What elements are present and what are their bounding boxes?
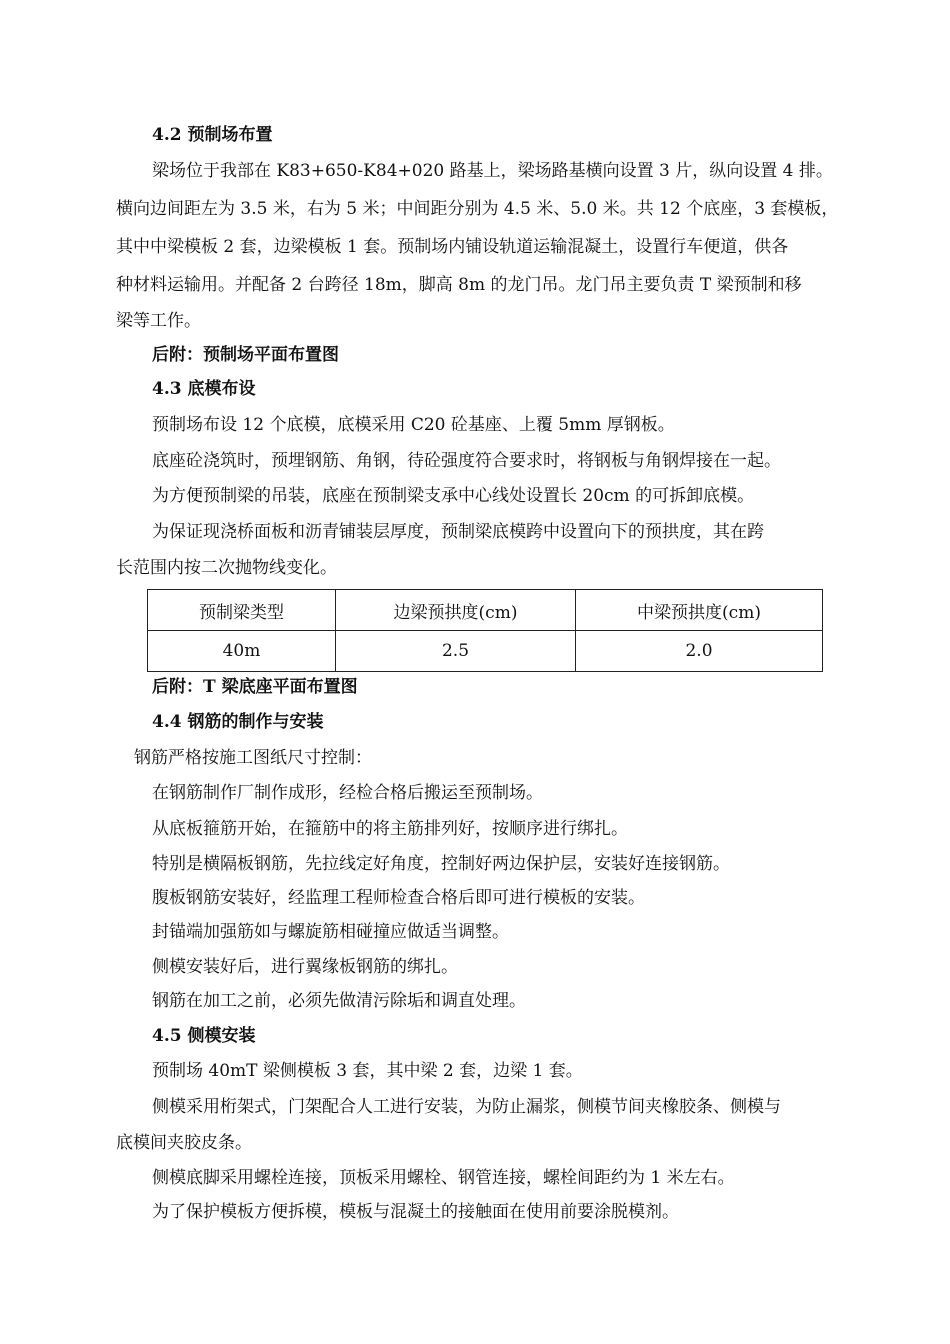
paragraph-line: 为了保护模板方便拆模，模板与混凝土的接触面在使用前要涂脱模剂。 bbox=[152, 1202, 679, 1222]
table-row bbox=[148, 631, 823, 672]
paragraph-line: 预制场布设 12 个底模，底模采用 C20 砼基座、上覆 5mm 厚钢板。 bbox=[152, 415, 675, 435]
section-heading-4-5: 4.5 侧模安装 bbox=[152, 1026, 256, 1046]
paragraph-line: 钢筋严格按施工图纸尺寸控制： bbox=[134, 748, 372, 768]
paragraph-line: 预制场 40mT 梁侧模板 3 套，其中梁 2 套，边梁 1 套。 bbox=[152, 1061, 583, 1081]
table-header-cell: 预制梁类型 bbox=[148, 590, 336, 631]
table-header-cell: 中梁预拱度(cm) bbox=[576, 590, 823, 631]
paragraph-line: 侧模安装好后，进行翼缘板钢筋的绑扎。 bbox=[152, 957, 458, 977]
paragraph-line: 特别是横隔板钢筋，先拉线定好角度，控制好两边保护层，安装好连接钢筋。 bbox=[152, 854, 730, 874]
paragraph-line: 底模间夹胶皮条。 bbox=[116, 1133, 252, 1153]
paragraph-line: 侧模底脚采用螺栓连接，顶板采用螺栓、钢管连接，螺栓间距约为 1 米左右。 bbox=[152, 1168, 735, 1188]
table-cell: 2.0 bbox=[576, 631, 823, 672]
paragraph-line: 为方便预制梁的吊装，底座在预制梁支承中心线处设置长 20cm 的可拆卸底模。 bbox=[152, 486, 755, 506]
paragraph-line: 腹板钢筋安装好，经监理工程师检查合格后即可进行模板的安装。 bbox=[152, 888, 645, 908]
paragraph-line: 长范围内按二次抛物线变化。 bbox=[116, 558, 337, 578]
paragraph-line: 梁场位于我部在 K83+650-K84+020 路基上，梁场路基横向设置 3 片，纵向设置 4 排。 bbox=[152, 161, 833, 181]
paragraph-line: 其中中梁模板 2 套，边梁模板 1 套。预制场内铺设轨道运输混凝土，设置行车便道，供各 bbox=[116, 237, 789, 257]
section-heading-4-4: 4.4 钢筋的制作与安装 bbox=[152, 712, 324, 732]
table-header-row bbox=[148, 590, 823, 631]
table-header-cell: 边梁预拱度(cm) bbox=[336, 590, 576, 631]
paragraph-line: 种材料运输用。并配备 2 台跨径 18m，脚高 8m 的龙门吊。龙门吊主要负责 T 梁预制和移 bbox=[116, 275, 802, 295]
paragraph-line: 为保证现浇桥面板和沥青铺装层厚度，预制梁底模跨中设置向下的预拱度，其在跨 bbox=[152, 522, 764, 542]
section-heading-4-3: 4.3 底模布设 bbox=[152, 379, 256, 399]
paragraph-line: 横向边间距左为 3.5 米，右为 5 米；中间距分别为 4.5 米、5.0 米。共 12 个底座，3 套模板， bbox=[116, 199, 839, 219]
paragraph-line: 封锚端加强筋如与螺旋筋相碰撞应做适当调整。 bbox=[152, 922, 509, 942]
table-cell: 2.5 bbox=[336, 631, 576, 672]
camber-table bbox=[147, 589, 823, 672]
appendix-note: 后附：T 梁底座平面布置图 bbox=[152, 677, 358, 697]
paragraph-line: 底座砼浇筑时，预埋钢筋、角钢，待砼强度符合要求时，将钢板与角钢焊接在一起。 bbox=[152, 451, 781, 471]
paragraph-line: 梁等工作。 bbox=[116, 311, 201, 331]
paragraph-line: 侧模采用桁架式，门架配合人工进行安装，为防止漏浆，侧模节间夹橡胶条、侧模与 bbox=[152, 1097, 781, 1117]
paragraph-line: 在钢筋制作厂制作成形，经检合格后搬运至预制场。 bbox=[152, 783, 543, 803]
section-heading-4-2: 4.2 预制场布置 bbox=[152, 125, 273, 145]
paragraph-line: 钢筋在加工之前，必须先做清污除垢和调直处理。 bbox=[152, 991, 526, 1011]
table-cell: 40m bbox=[148, 631, 336, 672]
paragraph-line: 从底板箍筋开始，在箍筋中的将主筋排列好，按顺序进行绑扎。 bbox=[152, 819, 628, 839]
appendix-note: 后附：预制场平面布置图 bbox=[152, 345, 339, 365]
